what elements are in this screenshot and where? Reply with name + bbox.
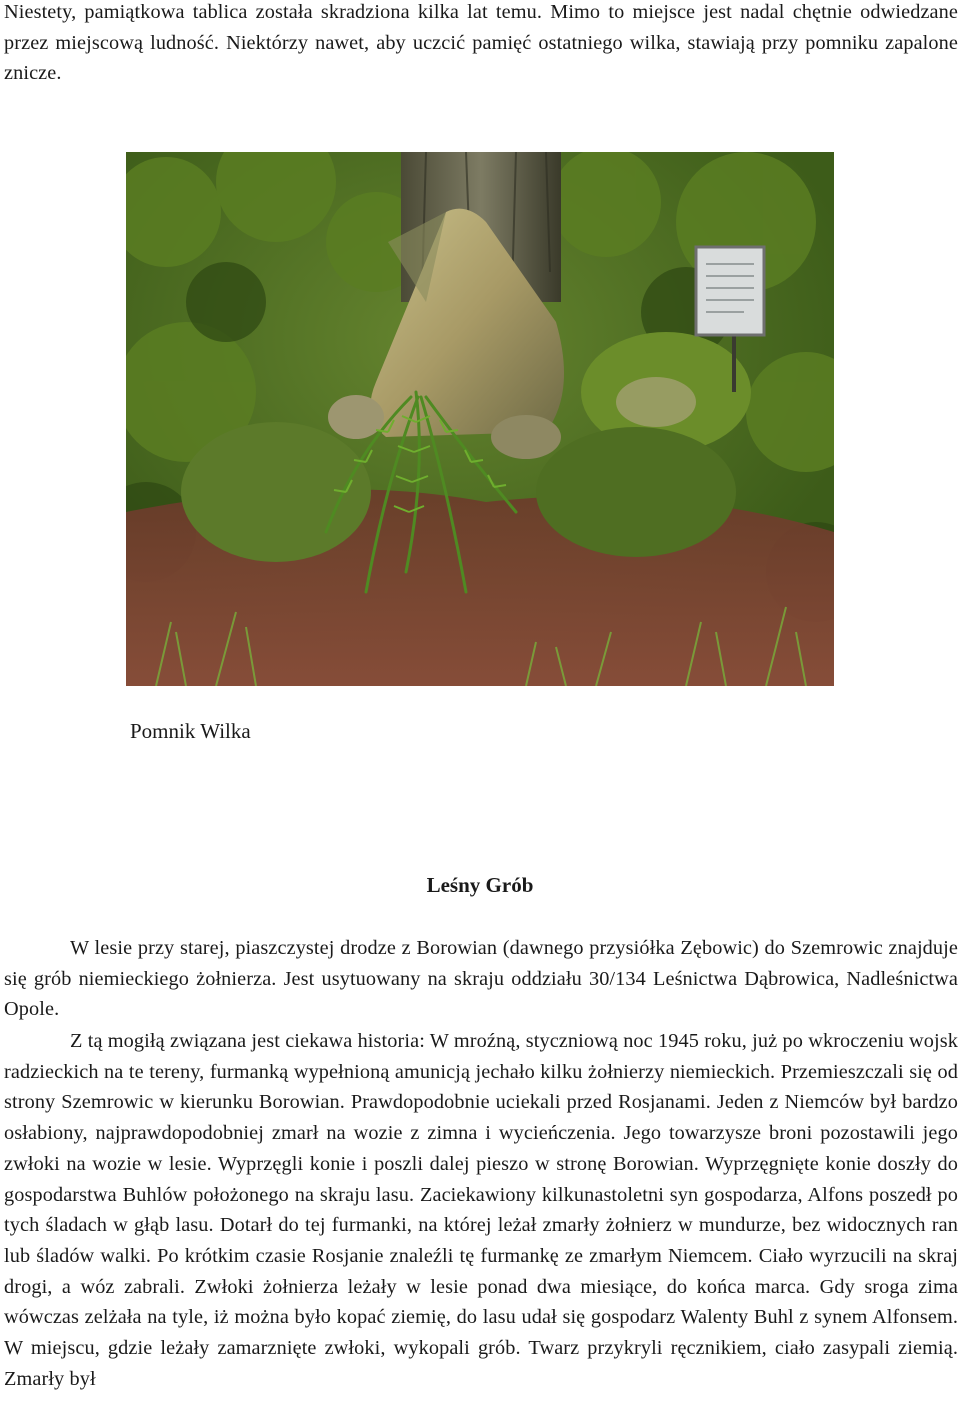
wolf-monument-photo <box>126 152 834 686</box>
section-paragraph-1: W lesie przy starej, piaszczystej drodze z Borowian (dawnego przysiółka Zębowic) do Szemrowic znajduje się grób niemieckiego żołnierza. Jest usytuowany na skraju oddziału 30/134 Leśnictwa Dąbrowica, Nadleśnictwa Opole. <box>4 937 958 1021</box>
section-title: Leśny Grób <box>426 873 534 897</box>
section-paragraph-2: Z tą mogiłą związana jest ciekawa historia: W mroźną, styczniową noc 1945 roku, już po wkroczeniu wojsk radzieckich na te tereny, furmanką wypełnioną amunicją jechało kilku żołnierzy niemieckich. Przemieszczali się od strony Szemrowic w kierunku Borowian. Prawdopodobnie uciekali przed Rosjanami. Jeden z Niemców był bardzo osłabiony, najprawdopodobniej zmarł na wozie z zimna i wycieńczenia. Jego towarzysze broni pozostawili jego zwłoki na wozie w lesie. Wyprzęgli konie i poszli dalej pieszo w stronę Borowian. Wyprzęgnięte konie doszły do gospodarstwa Buhlów położonego na skraju lasu. Zaciekawiony kilkunastoletni syn gospodarza, Alfons poszedł po tych śladach w głąb lasu. Dotarł do tej furmanki, na której leżał zmarły żołnierz w mundurze, bez widocznych ran lub śladów walki. Po krótkim czasie Rosjanie znaleźli tę furmankę ze zmarłym Niemcem. Ciało wyrzucili na skraj drogi, a wóz zabrali. Zwłoki żołnierza leżały w lesie ponad dwa miesiące, do końca marca. Gdy sroga zima wówczas zelżała na tyle, iż można było kopać ziemię, do lasu udał się gospodarz Walenty Buhl z synem Alfonsem. W miejscu, gdzie leżały zamarznięte zwłoki, wykopali grób. Twarz przykryli ręcznikiem, ciało zasypali ziemią. Zmarły był <box>4 1030 958 1390</box>
intro-paragraph: Niestety, pamiątkowa tablica została skradziona kilka lat temu. Mimo to miejsce jest nadal chętnie odwiedzane przez miejscową ludność. Niektórzy nawet, aby uczcić pamięć ostatniego wilka, stawiają przy pomniku zapalone znicze. <box>4 1 958 85</box>
photo-caption: Pomnik Wilka <box>130 719 251 743</box>
